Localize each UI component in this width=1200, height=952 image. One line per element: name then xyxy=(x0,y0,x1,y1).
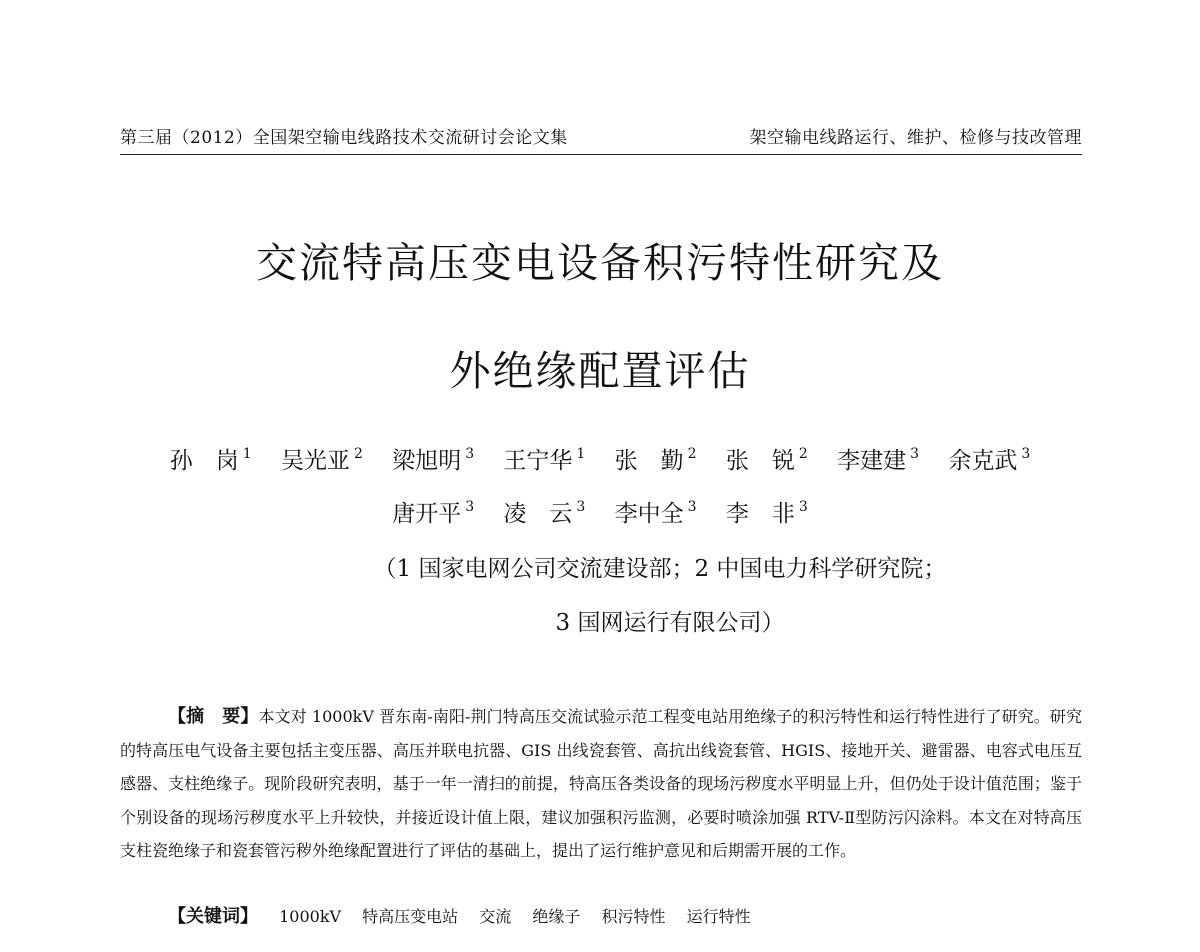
author: 李建建 $^3$ xyxy=(837,446,920,474)
author: 唐开平 $^3$ xyxy=(392,499,475,527)
abstract-label: 【摘 要】 xyxy=(168,706,259,727)
author: 李 非 $^3$ xyxy=(725,499,808,527)
paper-title-line1: 交流特高压变电设备积污特性研究及 xyxy=(256,239,944,287)
author: 张 锐 $^2$ xyxy=(725,446,808,474)
abstract xyxy=(120,700,1082,868)
keyword: 交流 xyxy=(479,907,512,926)
keyword: 绝缘子 xyxy=(532,907,581,926)
keyword: 1000kV xyxy=(279,907,342,926)
author: 李中全 $^3$ xyxy=(614,499,697,527)
author: 张 勤 $^2$ xyxy=(614,446,697,474)
keyword: 运行特性 xyxy=(686,907,751,926)
keywords-label: 【关键词】 xyxy=(168,906,258,927)
author: 吴光亚 $^2$ xyxy=(280,446,363,474)
author: 王宁华 $^1$ xyxy=(503,446,586,474)
author: 余克武 $^3$ xyxy=(948,446,1031,474)
running-header xyxy=(120,124,1082,155)
affiliation-line1: （1 国家电网公司交流建设部；2 中国电力科学研究院； xyxy=(373,556,947,582)
author: 孙 岗 $^1$ xyxy=(169,446,252,474)
header-section-title: 架空输电线路运行、维护、检修与技改管理 xyxy=(749,128,1082,148)
author-list-row1 xyxy=(0,442,1200,475)
keyword: 特高压变电站 xyxy=(362,907,459,926)
author: 梁旭明 $^3$ xyxy=(392,446,475,474)
author: 凌 云 $^3$ xyxy=(503,499,586,527)
keywords xyxy=(168,900,1082,933)
paper-title-line2: 外绝缘配置评估 xyxy=(449,347,751,395)
affiliation-line2: 3 国网运行有限公司） xyxy=(555,610,785,636)
author-list-row2 xyxy=(0,495,1200,528)
header-proceedings-title: 第三届（2012）全国架空输电线路技术交流研讨会论文集 xyxy=(120,128,568,148)
keyword: 积污特性 xyxy=(601,907,666,926)
abstract-text: 本文对 1000kV 晋东南-南阳-荆门特高压交流试验示范工程变电站用绝缘子的积污特性和运行特性进行了研究。研究的特高压电气设备主要包括主变压器、高压并联电抗器、GIS 出线瓷套管、高抗出线瓷套管、HGIS、接地开关、避雷器、电容式电压互感器、支柱绝缘子。现阶段研究表明，基于一年一清扫的前提，特高压各类设备的现场污秽度水平明显上升，但仍处于设计值范围；鉴于个别设备的现场污秽度水平上升较快，并接近设计值上限，建议加强积污监测，必要时喷涂加强 RTV-Ⅱ型防污闪涂料。本文在对特高压支柱瓷绝缘子和瓷套管污秽外绝缘配置进行了评估的基础上，提出了运行维护意见和后期需开展的工作。 xyxy=(120,707,1082,860)
